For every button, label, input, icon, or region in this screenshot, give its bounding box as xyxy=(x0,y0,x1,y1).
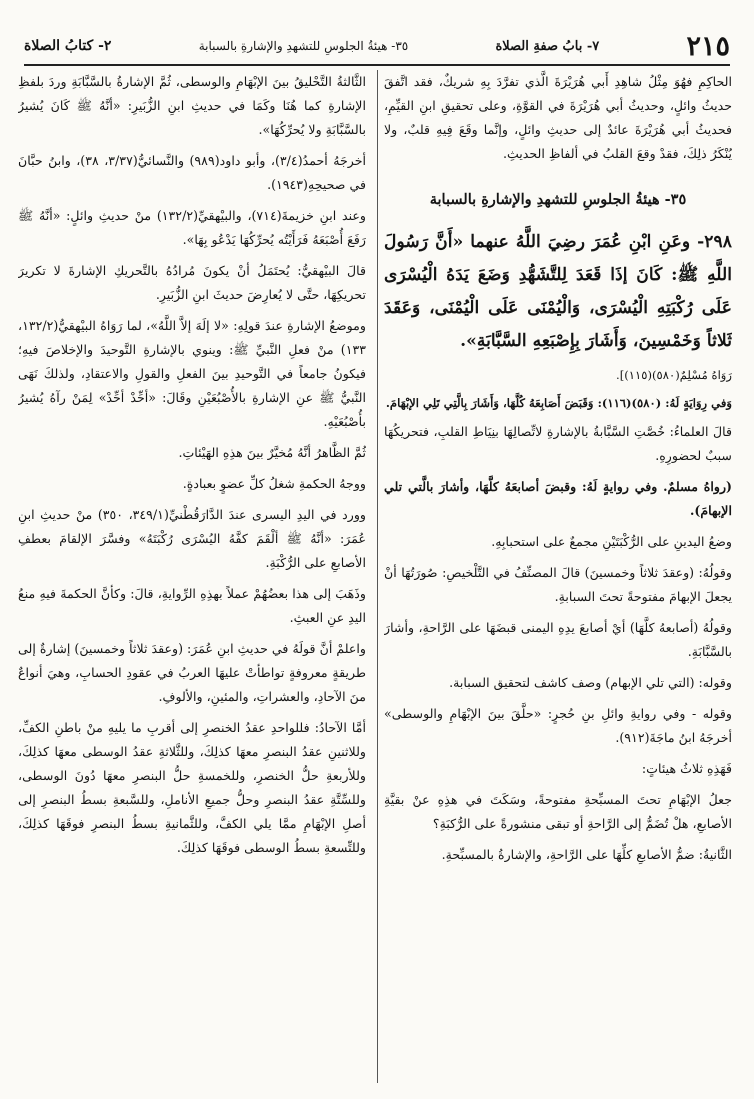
column-divider xyxy=(377,70,378,1083)
commentary-paragraph: ثُمَّ الظَّاهرُ أنَّهُ مُخيَّرٌ بينَ هذِهِ الهَيْئاتِ. xyxy=(178,445,366,460)
section-title: ٣٥- هيئةُ الجلوسِ للتشهدِ والإشارةِ بالسبابة xyxy=(198,39,409,53)
commentary-paragraph: (رواهُ مسلمٌ. وفي روايةٍ لَهُ: وقبضَ أصابعَهُ كلَّهَا، وأشارَ بالَّتي تلي الإبهامَ). xyxy=(384,479,732,518)
commentary-paragraph: فَهَذِهِ ثلاثُ هيئاتٍ: xyxy=(641,761,732,776)
commentary-paragraph: قالَ العلماءُ: خُصَّتِ السَّبَّابةُ بالإشارةِ لاتِّصالِهَا بنِيَاطِ القلبِ، فتحريكُهَا سببٌ لحضورِهِ. xyxy=(384,424,732,463)
commentary-paragraph: وقولُهُ (أصابعهُ كلَّهَا) أيْ أصابعَ يدِهِ اليمنى قبضَهَا على الرَّاحةِ، وأشارَ بالسَّبَّابَةِ. xyxy=(384,620,732,659)
hadith-takhrij: رَوَاهُ مُسْلِمٌ(٥٨٠)(١١٥)]. xyxy=(616,368,732,382)
commentary-paragraph: وموضعُ الإشارةِ عندَ قولِهِ: «لا إلَهَ إلاَّ اللَّهُ»، لما رَوَاهُ البيْهقيُّ(١٣٢/٢، ١٣٣) منْ فعلِ النَّبيِّ ﷺ: وينوي بالإشارةِ التَّوحيدَ والإخلاصَ فيهِ؛ فيكونُ جامعاً في التَّوحيدِ بينَ الفعلِ والقولِ والاعتقادِ، ولذلكَ نَهَى النَّبيُّ ﷺ عنِ الإشارةِ بالأُصْبُعَيْنِ وقَالَ: «أحِّدْ أحِّدْ» لِمَنْ رآهُ يُشيرُ بأُصْبُعَيْهِ. xyxy=(18,318,366,429)
commentary-paragraph: وذَهَبَ إلى هذا بعضُهُمْ عملاً بهذِهِ الرِّوايةِ، قالَ: وكأنَّ الحكمةَ فيهِ منعُ اليدِ عنِ العبثِ. xyxy=(18,586,366,625)
commentary-paragraph: واعلمْ أنَّ قولَهُ في حديثِ ابنِ عُمَرَ: (وعقدَ ثلاثاً وخمسينَ) إشارةٌ إلى طريقةٍ معروفةٍ تواطأتْ عليهَا العربُ في عقودِ الحسابِ، وهيَ أنواعٌ منَ الآحادِ، والعشراتِ، والمئينِ، والألوفِ. xyxy=(18,641,366,704)
left-column xyxy=(18,70,366,1083)
commentary-paragraph: جعلُ الإبْهَامِ تحتَ المسبِّحةِ مفتوحةً، وسَكَتَ في هذِهِ عنْ بقيَّةِ الأصابعِ، هلْ تُضَمُّ إلى الرَّاحةِ أو تبقى منشورةً على الرُّكبَةِ؟ xyxy=(384,792,732,831)
section-heading: ٣٥- هيئةُ الجلوسِ للتشهدِ والإشارةِ بالسبابة xyxy=(429,191,687,208)
commentary-paragraph: وقولُهُ: (وعقدَ ثلاثاً وخمسينَ) قالَ المصنِّفُ في التَّلْخيصِ: صُورَتُهَا أنْ يجعلَ الإبهامَ مفتوحةً تحتَ السبابةِ. xyxy=(384,565,732,604)
commentary-paragraph: وورد في اليدِ اليسرى عندَ الدَّارَقُطْنيِّ(٣٤٩/١، ٣٥٠) منْ حديثِ ابنِ عُمَرَ: «أنَّهُ ﷺ ألْقَمَ كفَّهُ اليُسْرَى رُكْبَتَهُ» وفسَّرَ الإلقامَ بعطفِ الأصابعِ على الرُّكْبَةِ. xyxy=(18,507,366,570)
commentary-paragraph: أخرجَهُ أحمدُ(٣/٤)، وأبو داود(٩٨٩) والنَّسائيُّ(٣/٣٧، ٣٨)، وابنُ حبَّانَ في صحيحِهِ(١٩٤٣). xyxy=(18,153,366,192)
commentary-paragraph: وضعُ اليدينِ على الرُّكْبَتَيْنِ مجمعٌ على استحبابِهِ. xyxy=(491,534,732,549)
hadith-text: ٢٩٨- وعَنِ ابْنِ عُمَرَ رضِيَ اللَّهُ عنهما «أَنَّ رَسُولَ اللَّهِ ﷺ: كَانَ إذَا قَعَدَ لِلتَّشَهُّدِ وَضَعَ يَدَهُ الْيُسْرَى عَلَى رُكْبَتِهِ الْيُسْرَى، وَالْيُمْنَى عَلَى الْيُمْنَى، وَعَقَدَ ثَلاثاً وَخَمْسِينَ، وَأَشَارَ بِإِصْبَعِهِ السَّبَّابَةِ». xyxy=(384,232,732,351)
commentary-paragraph: قالَ البيْهقيُّ: يُحتَمَلُ أنْ يكونَ مُرادُهُ بالتَّحريكِ الإشارةَ لا تكريرَ تحريكِهَا، حتَّى لا يُعارِضَ حديثَ ابنِ الزُّبَيرِ. xyxy=(18,263,366,302)
hadith-riwaya: وَفي رِوَايَةٍ لَهُ: (٥٨٠)(١١٦): وَقَبَضَ أَصَابِعَهُ كُلَّهَا، وَأَشَارَ بِالَّتِي تَلِي الإبْهَامَ. xyxy=(385,396,732,410)
commentary-paragraph: الثَّالثةُ التَّحْليقُ بينَ الإبْهَامِ والوسطى، ثُمَّ الإشارةُ بالسَّبَّابَةِ وردَ بلفظِ الإشارةِ كما هُنَا وكَمَا في حديثِ ابنِ الزُّبَيرِ: «أنَّهُ ﷺ كَانَ يُشيرُ بالسَّبَّابَةِ ولا يُحرِّكُهَا». xyxy=(18,74,366,137)
commentary-paragraph: الثَّانيةُ: ضمُّ الأصابعِ كلِّهَا على الرَّاحةِ، والإشارةُ بالمسبِّحةِ. xyxy=(441,847,732,862)
intro-paragraph: الحاكِمِ فهُوَ مِثْلُ شاهِدِ أَبي هُرَيْرَةَ الَّذي تفرَّدَ بِهِ شريكٌ، فقد اتَّفقَ حديثُ وائلٍ، وحديثُ أبي هُرَيْرَةَ في القوَّةِ، وعلى تحقيقِ ابنِ القيِّمِ، فحديثُ أبي هُرَيْرَةَ عائدٌ إلى حديثِ وائلٍ، وإنَّما وقَعَ فِيهِ قلبٌ، ولا يُنْكَرُ ذلِكَ، فقدْ وقعَ القلبُ في ألفاظِ الحديثِ. xyxy=(384,74,732,161)
page-number: ٢١٥ xyxy=(686,30,730,62)
commentary-paragraph: أمَّا الآحادُ: فللواحدِ عقدُ الخنصرِ إلى أقربِ ما يليهِ منْ باطنِ الكفِّ، وللاثنينِ عقدُ البنصرِ معهَا كذلِكَ، وللثَّلاثةِ عقدُ الوسطى معهَا كذلِكَ، وللأربعةِ حلُّ الخنصرِ، وللخمسةِ حلُّ البنصرِ معهَا دُونَ الوسطى، وللسِّتَّةِ عقدُ البنصرِ وحلُّ جميعِ الأناملِ، وللسَّبعةِ بسطُ البنصرِ إلى أصلِ الإبْهَامِ ممَّا يلي الكفَّ، وللثَّمانيةِ بسطُ البنصرِ فوقَهَا كذلِكَ، وللتِّسعةِ بسطُ الوسطى فوقَهَا كذلِكَ. xyxy=(18,720,366,855)
commentary-paragraph: ووجهُ الحكمةِ شغلُ كلِّ عضوٍ بعبادةٍ. xyxy=(182,476,366,491)
book-title: ٢- كتابُ الصلاة xyxy=(24,38,112,54)
running-header xyxy=(24,28,730,66)
commentary-paragraph: وقوله: (التي تلي الإبهام) وصف كاشف لتحقيق السبابة. xyxy=(449,675,732,690)
commentary-paragraph: وعند ابنِ خزيمةَ(٧١٤)، والبيْهقيِّ(١٣٢/٢) منْ حديثِ وائلٍ: «أنَّهُ ﷺ رَفَعَ أُصْبَعَهُ فَرَأَيْتُه يُحرِّكُهَا يَدْعُو بِهَا». xyxy=(18,208,366,247)
right-column xyxy=(384,70,732,1083)
commentary-paragraph: وقوله - وفي روايةِ وائلِ بنِ حُجرٍ: «حلَّقَ بينَ الإبْهَامِ والوسطى» أخرجَهُ ابنُ ماجَةَ(٩١٢). xyxy=(384,706,732,745)
chapter-title: ٧- بابُ صفةِ الصلاة xyxy=(495,38,600,54)
